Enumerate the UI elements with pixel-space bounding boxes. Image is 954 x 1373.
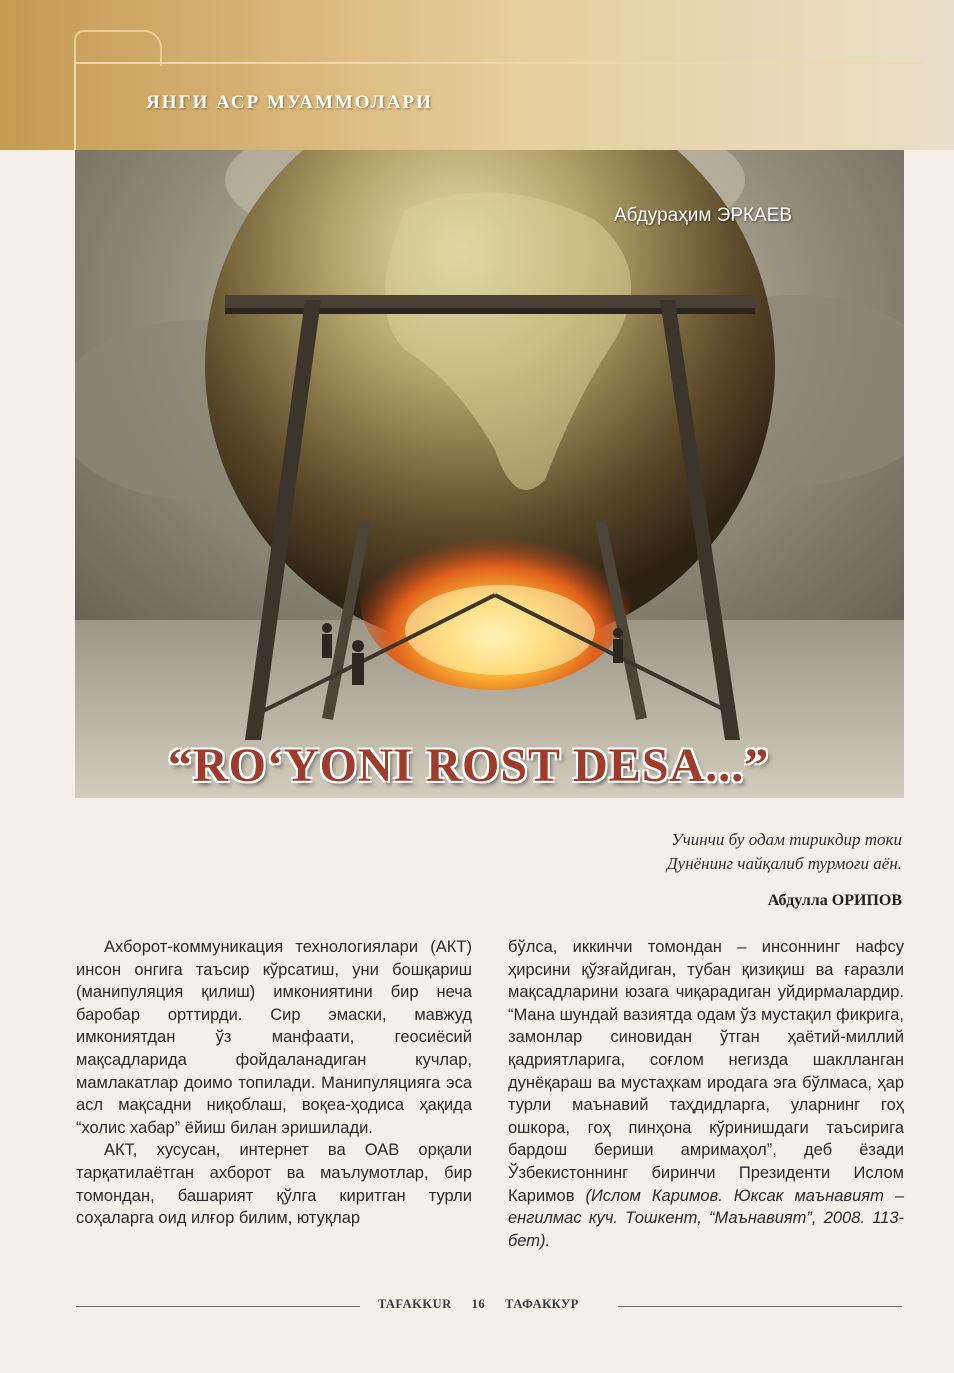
- body-column-left: [76, 936, 472, 1230]
- body-paragraph: Ахборот-коммуникация технологиялари (АКТ) инсон онгига таъсир кўрсатиш, уни бошқариш (манипуляция қилиш) имкониятини бир неча баробар орттирди. Сир эмаски, мавжуд имкониятдан ўз манфаати, геосиёсий мақсадларида фойдаланадиган кучлар, мамлакатлар доимо топилади. Манипуляцияга эса асл мақсадни ниқоблаш, воқеа-ҳодиса ҳақида “холис хабар” ёйиш билан эришилади.: [76, 938, 472, 1137]
- epigraph: [667, 828, 902, 910]
- body-paragraph: [508, 936, 904, 1252]
- article-title: “RO‘YONI ROST DESA...”: [168, 739, 770, 792]
- citation: (Ислом Каримов. Юксак маънавият – енгилмас куч. Тошкент, “Маънавият”, 2008. 113-бет).: [508, 1186, 904, 1250]
- article-author: Абдураҳим ЭРКАЕВ: [614, 205, 793, 226]
- section-title: ЯНГИ АСР МУАММОЛАРИ: [146, 92, 433, 113]
- page-number: 16: [471, 1297, 486, 1311]
- footer-magazine-latin: TAFAKKUR: [378, 1297, 452, 1311]
- folder-tab-decoration: [74, 30, 162, 66]
- body-paragraph: АКТ, хусусан, интернет ва ОАВ орқали тарқатилаётган ахборот ва маълумотлар, бир томондан, башарият қўлга киритган турли соҳаларга оид илғор билим, ютуқлар: [76, 1141, 472, 1228]
- footer-rule-right: [618, 1306, 902, 1307]
- globe-fire-illustration: [75, 150, 904, 798]
- body-text: бўлса, иккинчи томондан – инсоннинг нафсу ҳирсини қўзғайдиган, тубан қизиқиш ва ғаразли мақсадларини юзага чиқарадиган уйдирмалардир. “Мана шундай вазиятда одам ўз мустақил фикрига, замонлар синовидан ўтган ҳаётий-миллий қадриятларига, соғлом негизда шаклланган дунёқараш ва мустаҳкам иродага эга бўлмаса, ҳар турли маънавий таҳдидларга, уларнинг гоҳ ошкора, гоҳ пинҳона кўринишдаги таъсирига бардош бериши амримаҳол”, деб ёзади Ўзбекистоннинг биринчи Президенти Ислом Каримов: [508, 938, 904, 1205]
- article-illustration: [75, 150, 904, 798]
- epigraph-line: Дунёнинг чайқалиб турмоғи аён.: [666, 854, 902, 873]
- page-footer: [368, 1297, 589, 1312]
- epigraph-author: Абдулла ОРИПОВ: [767, 892, 902, 909]
- body-column-right: [508, 936, 904, 1252]
- epigraph-line: Учинчи бу одам тирикдир токи: [671, 830, 902, 849]
- footer-rule-left: [76, 1306, 360, 1307]
- header-banner: [0, 0, 954, 150]
- footer-magazine-cyrillic: ТАФАККУР: [505, 1297, 579, 1311]
